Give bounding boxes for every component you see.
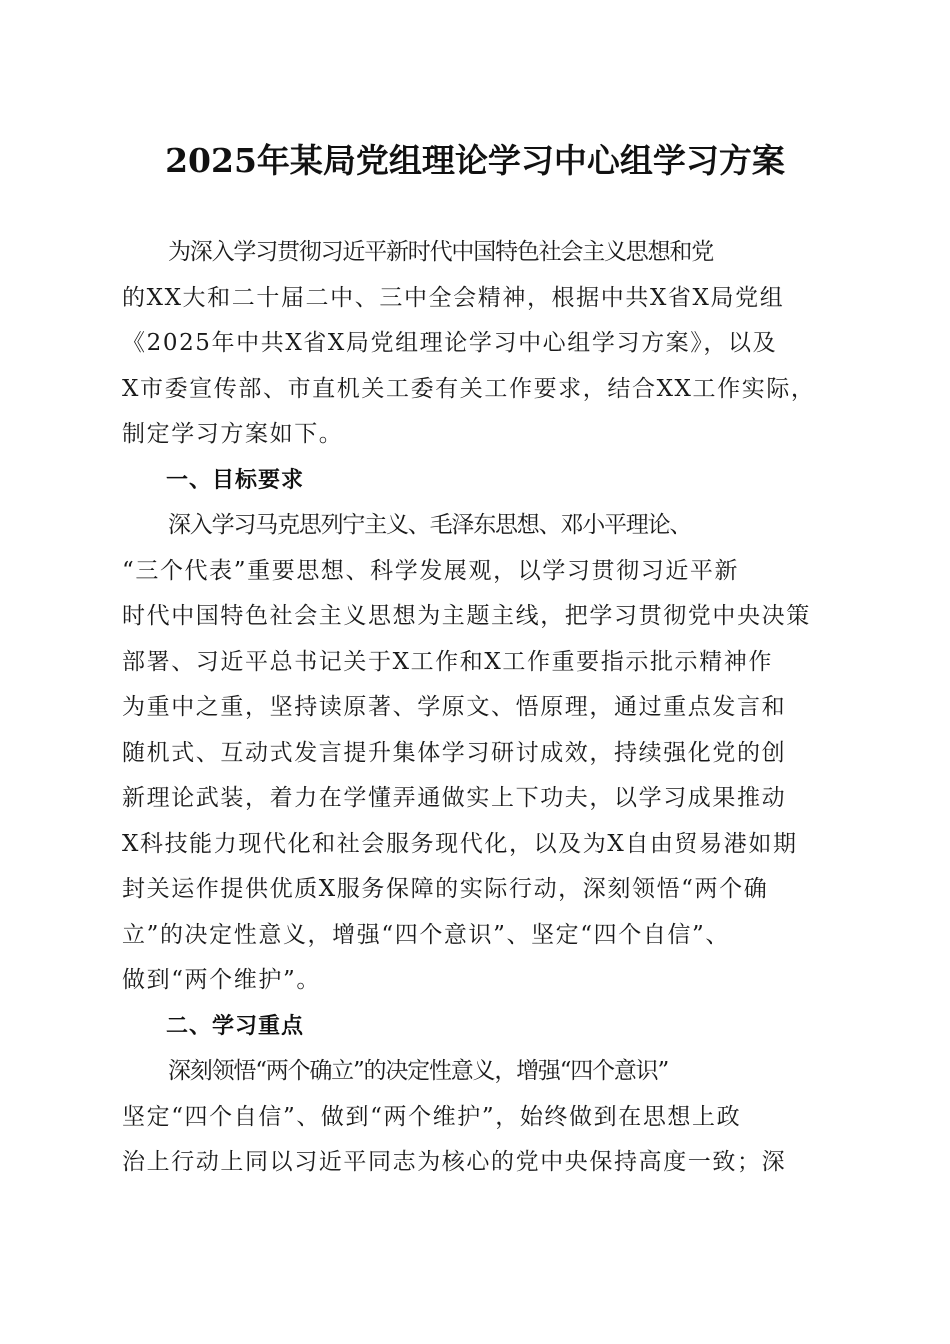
intro-paragraph <box>122 230 828 458</box>
goals-line: 新理论武装，着力在学懂弄通做实上下功夫，以学习成果推动 <box>122 785 787 811</box>
intro-line: X市委宣传部、市直机关工委有关工作要求，结合XX工作实际， <box>122 375 816 402</box>
focus-line: 深刻领悟“两个确立”的决定性意义，增强“四个意识” <box>168 1058 669 1084</box>
section-heading-goals: 一、目标要求 <box>166 467 305 493</box>
goals-line: 部署、习近平总书记关于X工作和X工作重要指示批示精神作 <box>122 648 773 675</box>
goals-line: 立”的决定性意义，增强“四个意识”、坚定“四个自信”、 <box>122 921 730 948</box>
goals-line: “三个代表”重要思想、科学发展观，以学习贯彻习近平新 <box>122 557 740 584</box>
intro-line: 《2025年中共X省X局党组理论学习中心组学习方案》，以及 <box>122 330 778 356</box>
focus-line: 坚定“四个自信”、做到“两个维护”，始终做到在思想上政 <box>122 1103 742 1130</box>
goals-line: 封关运作提供优质X服务保障的实际行动，深刻领悟“两个确 <box>122 876 769 902</box>
focus-line: 治上行动上同以习近平同志为核心的党中央保持高度一致；深 <box>122 1149 787 1175</box>
goals-line: 为重中之重，坚持读原著、学原文、悟原理，通过重点发言和 <box>122 694 787 720</box>
section-heading-focus: 二、学习重点 <box>166 1013 305 1039</box>
focus-paragraph <box>122 1049 828 1186</box>
goals-line: 时代中国特色社会主义思想为主题主线，把学习贯彻党中央决策 <box>122 603 811 629</box>
goals-line: 做到“两个维护”。 <box>122 967 321 993</box>
goals-line: 深入学习马克思列宁主义、毛泽东思想、邓小平理论、 <box>168 512 692 538</box>
goals-line: 随机式、互动式发言提升集体学习研讨成效，持续强化党的创 <box>122 739 787 766</box>
intro-line: 为深入学习贯彻习近平新时代中国特色社会主义思想和党 <box>168 239 714 265</box>
intro-line: 制定学习方案如下。 <box>122 421 344 447</box>
document-body <box>122 230 828 1186</box>
goals-paragraph <box>122 503 828 1004</box>
document-title: 2025年某局党组理论学习中心组学习方案 <box>165 141 785 180</box>
intro-line: 的XX大和二十届二中、三中全会精神，根据中共X省X局党组 <box>122 284 785 311</box>
goals-line: X科技能力现代化和社会服务现代化，以及为X自由贸易港如期 <box>122 830 798 857</box>
